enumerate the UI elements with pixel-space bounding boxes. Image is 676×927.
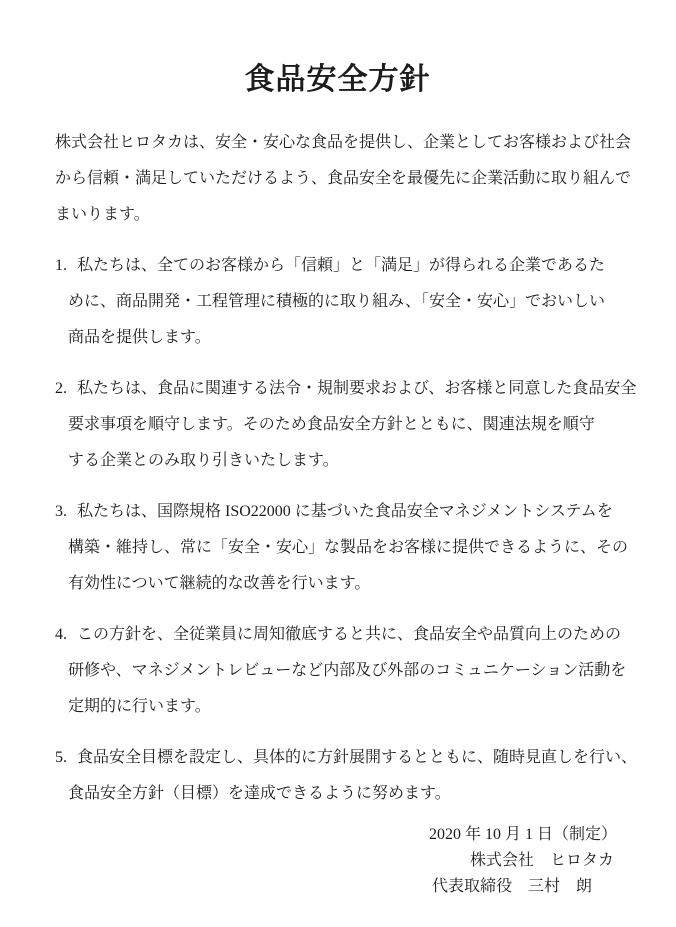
text-line: 有効性について継続的な改善を行います。 [68,575,371,592]
text-line: めに、商品開発・工程管理に積極的に取り組み、「安全・安心」でおいしい [68,293,605,310]
text-line: 食品安全方針（目標）を達成できるように努めます。 [68,785,451,802]
text-line: から信頼・満足していただけるよう、食品安全を最優先に企業活動に取り組んで [55,170,632,187]
text-line: 私たちは、全てのお客様から「信頼」と「満足」が得られる企業であるた [77,257,606,274]
policy-item-1 [55,248,636,356]
item-text [68,248,636,356]
text-line: 定期的に行います。 [68,698,211,715]
policy-list [55,248,636,812]
item-text [68,494,636,602]
signature-block [55,822,636,900]
text-line: 要求事項を順守します。そのため食品安全方針とともに、関連法規を順守 [68,416,595,433]
text-line: する企業とのみ取り引きいたします。 [68,452,339,469]
item-text [68,371,636,479]
policy-item-3 [55,494,636,602]
text-line: 食品安全目標を設定し、具体的に方針展開するとともに、随時見直しを行い、 [77,749,638,766]
text-line: この方針を、全従業員に周知徹底すると共に、食品安全や品質向上のための [77,626,622,643]
representative-name: 代表取締役 三村 朗 [431,878,592,895]
item-number: 5. [55,749,67,766]
policy-item-4 [55,617,636,725]
item-text [68,740,636,812]
item-number: 2. [55,380,67,397]
text-line: まいります。 [55,206,150,223]
text-line: 商品を提供します。 [68,329,211,346]
item-text [68,617,636,725]
item-number: 4. [55,626,67,643]
page-title: 食品安全方針 [244,63,431,96]
policy-item-2 [55,371,636,479]
text-line: 株式会社ヒロタカは、安全・安心な食品を提供し、企業としてお客様および社会 [55,134,632,151]
text-line: 私たちは、国際規格 ISO22000 に基づいた食品安全マネジメントシステムを [77,503,613,520]
text-line: 研修や、マネジメントレビューなど内部及び外部のコミュニケーション活動を [68,662,627,679]
policy-item-5 [55,740,636,812]
text-line: 構築・維持し、常に「安全・安心」な製品をお客様に提供できるように、その [68,539,629,556]
item-number: 1. [55,257,67,274]
intro-paragraph [55,125,636,233]
text-line: 私たちは、食品に関連する法令・規制要求および、お客様と同意した食品安全 [77,380,637,397]
date-established: 2020 年 10 月 1 日（制定） [428,826,617,843]
company-name: 株式会社 ヒロタカ [469,852,614,869]
item-number: 3. [55,503,67,520]
